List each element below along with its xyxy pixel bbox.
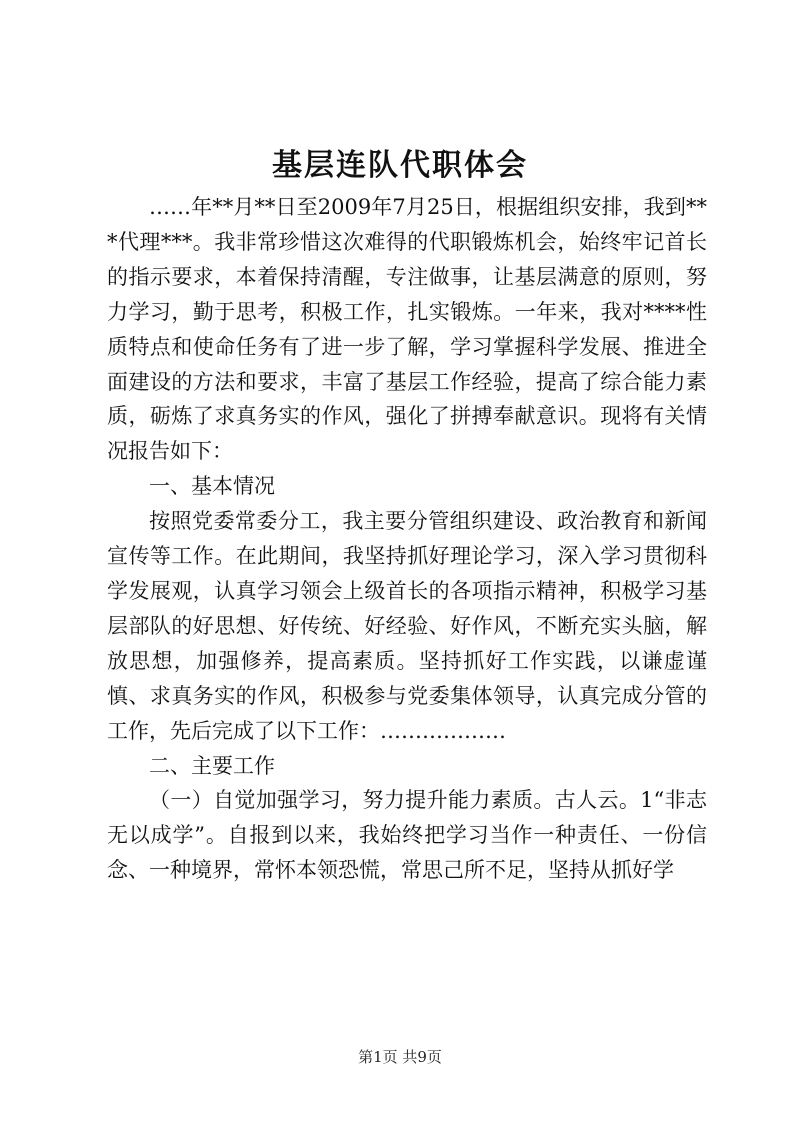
- page-number-footer: 第1页 共9页: [358, 1048, 442, 1066]
- document-body: [107, 190, 707, 888]
- paragraph-main-work-1: （一）自觉加强学习，努力提升能力素质。古人云。1“非志无以成学”。自报到以来，我始终把学习当作一种责任、一份信念、一种境界，常怀本领恐慌，常思己所不足，坚持从抓好学: [107, 788, 707, 883]
- section-heading-main-work: 二、主要工作: [149, 753, 275, 778]
- paragraph-intro: ……年**月**日至2009年7月25日，根据组织安排，我到***代理***。我非常珍惜这次难得的代职锻炼机会，始终牢记首长的指示要求，本着保持清醒，专注做事，让基层满意的原则，努力学习，勤于思考，积极工作，扎实锻炼。一年来，我对****性质特点和使命任务有了进一步了解，学习掌握科学发展、推进全面建设的方法和要求，丰富了基层工作经验，提高了综合能力素质，砺炼了求真务实的作风，强化了拼搏奉献意识。现将有关情况报告如下：: [107, 195, 707, 464]
- section-heading-basic-situation: 一、基本情况: [149, 474, 275, 499]
- paragraph-basic-situation: 按照党委常委分工，我主要分管组织建设、政治教育和新闻宣传等工作。在此期间，我坚持抓好理论学习，深入学习贯彻科学发展观，认真学习领会上级首长的各项指示精神，积极学习基层部队的好思想、好传统、好经验、好作风，不断充实头脑，解放思想，加强修养，提高素质。坚持抓好工作实践，以谦虚谨慎、求真务实的作风，积极参与党委集体领导，认真完成分管的工作，先后完成了以下工作：………………: [107, 509, 707, 743]
- document-title: 基层连队代职体会: [272, 148, 528, 183]
